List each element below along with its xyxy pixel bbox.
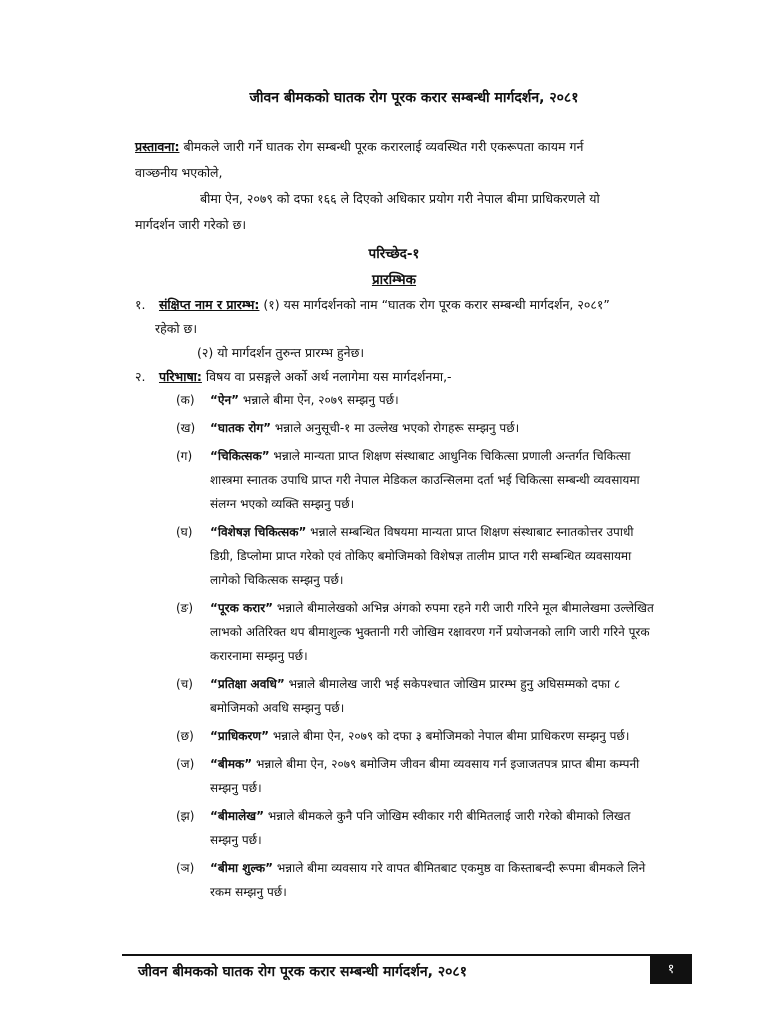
preamble-line-3: बीमा ऐन, २०७९ को दफा १६६ ले दिएको अधिकार प्रयोग गरी नेपाल बीमा प्राधिकरणले यो [200, 191, 600, 206]
preamble-line-4: मार्गदर्शन जारी गरेको छ। [135, 217, 247, 232]
definition-term: “विशेषज्ञ चिकित्सक” [210, 525, 307, 539]
preamble-label: प्रस्तावना: [135, 139, 180, 154]
definition-text: भन्नाले बीमालेख जारी भई सकेपश्चात जोखिम प्रारम्भ हुनु अघिसम्मको दफा ८ बमोजिमको अवधि सम्झनु पर्छ। [210, 677, 621, 715]
definition-term: “बीमा शुल्क” [210, 861, 273, 875]
definition-item [176, 596, 656, 668]
definition-item [176, 416, 656, 440]
section-1-text-1: (१) यस मार्गदर्शनको नाम “घातक रोग पूरक करार सम्बन्धी मार्गदर्शन, २०८१” [263, 297, 610, 312]
section-2-line [135, 364, 675, 390]
section-2-heading: परिभाषा: [158, 369, 202, 384]
definition-term: “प्रतिक्षा अवधि” [210, 677, 285, 691]
section-1-heading: संक्षिप्त नाम र प्रारम्भ: [158, 297, 260, 312]
definition-term: “बीमालेख” [210, 809, 264, 823]
definition-text: भन्नाले मान्यता प्राप्त शिक्षण संस्थाबाट आधुनिक चिकित्सा प्रणाली अन्तर्गत चिकित्सा शास्त्रमा स्नातक उपाधि प्राप्त गरी नेपाल मेडिकल काउन्सिलमा दर्ता भई चिकित्सा सम्बन्धी व्यवसायमा संलग्न भएको व्यक्ति सम्झनु पर्छ। [210, 449, 640, 511]
definition-text: भन्नाले बीमालेखको अभिन्न अंगको रुपमा रहने गरी जारी गरिने मूल बीमालेखमा उल्लेखित लाभको अतिरिक्त थप बीमाशुल्क भुक्तानी गरी जोखिम रक्षावरण गर्ने प्रयोजनको लागि जारी गरिने पूरक करारनामा सम्झनु पर्छ। [210, 601, 654, 663]
definition-item [176, 724, 656, 748]
definition-item [176, 672, 656, 720]
definition-label: (ञ) [176, 861, 195, 875]
document-title: जीवन बीमकको घातक रोग पूरक करार सम्बन्धी मार्गदर्शन, २०८१ [249, 90, 579, 106]
definitions-list [176, 388, 656, 908]
definition-text: भन्नाले बीमकले कुनै पनि जोखिम स्वीकार गरी बीमितलाई जारी गरेको बीमाको लिखत सम्झनु पर्छ। [210, 809, 631, 847]
definition-text: भन्नाले बीमा ऐन, २०७९ सम्झनु पर्छ। [242, 393, 399, 407]
definition-text: भन्नाले बीमा ऐन, २०७९ बमोजिम जीवन बीमा व्यवसाय गर्न इजाजतपत्र प्राप्त बीमा कम्पनी सम्झनु पर्छ। [210, 757, 640, 795]
definition-item [176, 520, 656, 592]
definition-term: “ऐन” [210, 393, 240, 407]
footer-divider [122, 954, 692, 956]
section-2-text: विषय वा प्रसङ्गले अर्को अर्थ नलागेमा यस मार्गदर्शनमा,- [205, 369, 452, 384]
definition-term: “पूरक करार” [210, 601, 274, 615]
chapter-number: परिच्छेद-१ [368, 246, 420, 262]
definition-item [176, 804, 656, 852]
definition-label: (क) [176, 393, 195, 407]
chapter-name: प्रारम्भिक [371, 272, 417, 288]
definition-item [176, 388, 656, 412]
definition-label: (ङ) [176, 601, 194, 615]
definition-item [176, 444, 656, 516]
section-1-line-2: रहेको छ। [155, 321, 198, 336]
section-2-number: २. [135, 369, 146, 384]
definition-item [176, 856, 656, 904]
definition-term: “घातक रोग” [210, 421, 271, 435]
section-1-line-3: (२) यो मार्गदर्शन तुरुन्त प्रारम्भ हुनेछ। [197, 345, 365, 360]
preamble-line-2: वाञ्छनीय भएकोले, [135, 165, 223, 180]
definition-term: “प्राधिकरण” [210, 729, 269, 743]
definition-label: (ग) [176, 449, 193, 463]
preamble-text-1: बीमकले जारी गर्ने घातक रोग सम्बन्धी पूरक करारलाई व्यवस्थित गरी एकरूपता कायम गर्न [183, 139, 584, 154]
preamble-line-1 [135, 134, 655, 160]
definition-text: भन्नाले अनुसूची-१ मा उल्लेख भएको रोगहरू सम्झनु पर्छ। [274, 421, 520, 435]
definition-term: “बीमक” [210, 757, 253, 771]
page-number: १ [650, 956, 692, 984]
definition-label: (ज) [176, 757, 195, 771]
definition-label: (झ) [176, 809, 195, 823]
section-1-number: १. [135, 297, 146, 312]
section-1-line-1 [135, 292, 675, 318]
definition-term: “चिकित्सक” [210, 449, 270, 463]
definition-text: भन्नाले बीमा ऐन, २०७९ को दफा ३ बमोजिमको नेपाल बीमा प्राधिकरण सम्झनु पर्छ। [272, 729, 630, 743]
footer-title: जीवन बीमकको घातक रोग पूरक करार सम्बन्धी मार्गदर्शन, २०८१ [138, 964, 467, 980]
definition-text: भन्नाले बीमा व्यवसाय गरे वापत बीमितबाट एकमुष्ठ वा किस्ताबन्दी रूपमा बीमकले लिने रकम सम्झनु पर्छ। [210, 861, 646, 899]
definition-label: (घ) [176, 525, 193, 539]
definition-label: (च) [176, 677, 193, 691]
definition-item [176, 752, 656, 800]
definition-label: (छ) [176, 729, 194, 743]
definition-label: (ख) [176, 421, 196, 435]
definition-text: भन्नाले सम्बन्धित विषयमा मान्यता प्राप्त शिक्षण संस्थाबाट स्नातकोत्तर उपाधी डिग्री, डिप्लोमा प्राप्त गरेको एवं तोकिए बमोजिमको विशेषज्ञ तालीम प्राप्त गरी सम्बन्धित व्यवसायमा लागेको चिकित्सक सम्झनु पर्छ। [210, 525, 634, 587]
